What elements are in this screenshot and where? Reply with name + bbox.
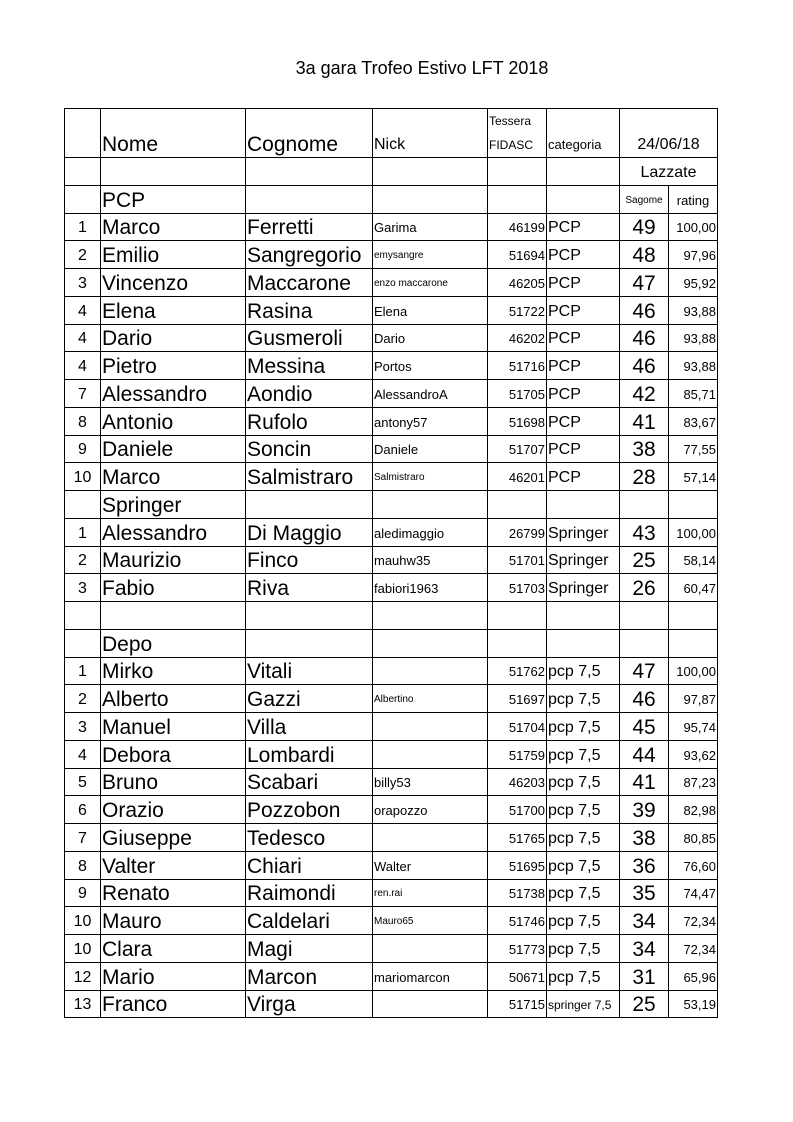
cognome-cell: Magi <box>246 935 373 963</box>
header-nome: Nome <box>101 109 246 158</box>
categoria-cell: PCP <box>547 269 620 297</box>
spacer-row <box>65 602 718 630</box>
table-row <box>65 546 718 574</box>
sagome-cell: 46 <box>620 685 669 713</box>
categoria-cell: PCP <box>547 352 620 380</box>
table-row <box>65 435 718 463</box>
nome-cell: Elena <box>101 296 246 324</box>
empty-cell <box>246 185 373 213</box>
position-cell: 2 <box>65 546 101 574</box>
empty-cell <box>246 491 373 519</box>
nome-cell: Marco <box>101 463 246 491</box>
empty-cell <box>488 491 547 519</box>
header-tessera-line1: Tessera <box>489 114 532 128</box>
rating-cell: 95,92 <box>669 269 718 297</box>
tessera-cell: 51715 <box>488 990 547 1018</box>
nome-cell: Antonio <box>101 407 246 435</box>
section-title: Depo <box>101 629 246 657</box>
categoria-cell: pcp 7,5 <box>547 935 620 963</box>
rating-cell: 82,98 <box>669 796 718 824</box>
tessera-cell: 51694 <box>488 241 547 269</box>
sagome-cell: 38 <box>620 435 669 463</box>
rating-cell: 65,96 <box>669 962 718 990</box>
rating-cell: 72,34 <box>669 907 718 935</box>
nick-cell: mauhw35 <box>373 546 488 574</box>
nick-cell: Salmistraro <box>373 463 488 491</box>
tessera-cell: 51722 <box>488 296 547 324</box>
nick-cell: emysangre <box>373 241 488 269</box>
table-row <box>65 990 718 1018</box>
position-cell: 8 <box>65 851 101 879</box>
rating-cell: 77,55 <box>669 435 718 463</box>
empty-cell <box>620 629 669 657</box>
table-row <box>65 657 718 685</box>
table-row <box>65 685 718 713</box>
header-tessera-line2: FIDASC <box>489 138 534 152</box>
cognome-cell: Salmistraro <box>246 463 373 491</box>
table-row <box>65 962 718 990</box>
empty-cell <box>547 629 620 657</box>
nick-cell: AlessandroA <box>373 380 488 408</box>
cognome-cell: Marcon <box>246 962 373 990</box>
categoria-cell: pcp 7,5 <box>547 740 620 768</box>
nome-cell: Alberto <box>101 685 246 713</box>
nome-cell: Alessandro <box>101 518 246 546</box>
table-row <box>65 518 718 546</box>
nick-cell <box>373 740 488 768</box>
sagome-cell: 28 <box>620 463 669 491</box>
nome-cell: Alessandro <box>101 380 246 408</box>
sagome-cell: 46 <box>620 352 669 380</box>
rating-cell: 93,88 <box>669 324 718 352</box>
table-row <box>65 851 718 879</box>
nick-cell: fabiori1963 <box>373 574 488 602</box>
section-title: PCP <box>101 185 246 213</box>
empty-cell <box>669 629 718 657</box>
nick-cell: mariomarcon <box>373 962 488 990</box>
cognome-cell: Gazzi <box>246 685 373 713</box>
rating-cell: 83,67 <box>669 407 718 435</box>
rating-cell: 85,71 <box>669 380 718 408</box>
rating-cell: 74,47 <box>669 879 718 907</box>
table-row <box>65 879 718 907</box>
sagome-cell: 46 <box>620 324 669 352</box>
sagome-cell: 34 <box>620 935 669 963</box>
table-row <box>65 269 718 297</box>
categoria-cell: PCP <box>547 296 620 324</box>
position-cell: 1 <box>65 518 101 546</box>
rating-cell: 76,60 <box>669 851 718 879</box>
cognome-cell: Ferretti <box>246 213 373 241</box>
cognome-cell: Caldelari <box>246 907 373 935</box>
cognome-cell: Di Maggio <box>246 518 373 546</box>
tessera-cell: 46201 <box>488 463 547 491</box>
table-row <box>65 824 718 852</box>
position-cell: 4 <box>65 296 101 324</box>
header-tessera <box>488 109 547 158</box>
nick-cell: Mauro65 <box>373 907 488 935</box>
categoria-cell: Springer <box>547 546 620 574</box>
position-cell: 3 <box>65 269 101 297</box>
empty-cell <box>547 185 620 213</box>
nick-cell: aledimaggio <box>373 518 488 546</box>
rating-cell: 97,87 <box>669 685 718 713</box>
cognome-cell: Raimondi <box>246 879 373 907</box>
table-row <box>65 768 718 796</box>
nome-cell: Emilio <box>101 241 246 269</box>
cognome-cell: Villa <box>246 713 373 741</box>
cognome-cell: Riva <box>246 574 373 602</box>
categoria-cell: PCP <box>547 435 620 463</box>
header-categoria: categoria <box>547 109 620 158</box>
position-cell: 10 <box>65 935 101 963</box>
cognome-cell: Maccarone <box>246 269 373 297</box>
table-row <box>65 213 718 241</box>
sagome-cell: 48 <box>620 241 669 269</box>
cognome-cell: Messina <box>246 352 373 380</box>
nick-cell <box>373 657 488 685</box>
tessera-cell: 51698 <box>488 407 547 435</box>
rating-cell: 100,00 <box>669 518 718 546</box>
rating-cell: 100,00 <box>669 213 718 241</box>
table-row <box>65 407 718 435</box>
cognome-cell: Aondio <box>246 380 373 408</box>
categoria-cell: PCP <box>547 241 620 269</box>
tessera-cell: 51773 <box>488 935 547 963</box>
tessera-cell: 51759 <box>488 740 547 768</box>
categoria-cell: pcp 7,5 <box>547 796 620 824</box>
nome-cell: Mario <box>101 962 246 990</box>
tessera-cell: 46199 <box>488 213 547 241</box>
empty-cell <box>547 602 620 630</box>
section-header-row <box>65 629 718 657</box>
rating-cell: 53,19 <box>669 990 718 1018</box>
table-row <box>65 241 718 269</box>
rating-cell: 80,85 <box>669 824 718 852</box>
tessera-cell: 46203 <box>488 768 547 796</box>
sagome-cell: 35 <box>620 879 669 907</box>
sagome-cell: 25 <box>620 990 669 1018</box>
section-title: Springer <box>101 491 246 519</box>
position-cell: 7 <box>65 380 101 408</box>
empty-cell <box>65 185 101 213</box>
categoria-cell: pcp 7,5 <box>547 657 620 685</box>
categoria-cell: pcp 7,5 <box>547 824 620 852</box>
table-row <box>65 324 718 352</box>
categoria-cell: Springer <box>547 518 620 546</box>
sagome-cell: 46 <box>620 296 669 324</box>
categoria-cell: pcp 7,5 <box>547 851 620 879</box>
rating-cell: 60,47 <box>669 574 718 602</box>
sagome-cell: 34 <box>620 907 669 935</box>
cognome-cell: Rufolo <box>246 407 373 435</box>
position-cell: 1 <box>65 213 101 241</box>
table-row <box>65 740 718 768</box>
sagome-cell: 43 <box>620 518 669 546</box>
rating-cell: 97,96 <box>669 241 718 269</box>
nome-cell: Mirko <box>101 657 246 685</box>
nick-cell: Daniele <box>373 435 488 463</box>
position-cell: 9 <box>65 435 101 463</box>
position-cell: 3 <box>65 713 101 741</box>
categoria-cell: PCP <box>547 213 620 241</box>
position-cell: 3 <box>65 574 101 602</box>
table-row <box>65 463 718 491</box>
tessera-cell: 51704 <box>488 713 547 741</box>
tessera-cell: 51695 <box>488 851 547 879</box>
empty-cell <box>547 158 620 186</box>
section-header-row <box>65 491 718 519</box>
empty-cell <box>488 602 547 630</box>
header-date: 24/06/18 <box>620 109 718 158</box>
sagome-cell: 42 <box>620 380 669 408</box>
empty-cell <box>669 491 718 519</box>
categoria-cell: PCP <box>547 324 620 352</box>
tessera-cell: 51716 <box>488 352 547 380</box>
nick-cell <box>373 990 488 1018</box>
table-row <box>65 907 718 935</box>
tessera-cell: 51765 <box>488 824 547 852</box>
tessera-cell: 50671 <box>488 962 547 990</box>
document-title: 3a gara Trofeo Estivo LFT 2018 <box>295 58 549 78</box>
empty-cell <box>373 491 488 519</box>
categoria-cell: PCP <box>547 380 620 408</box>
empty-cell <box>101 158 246 186</box>
empty-cell <box>246 602 373 630</box>
nome-cell: Manuel <box>101 713 246 741</box>
tessera-cell: 51707 <box>488 435 547 463</box>
categoria-cell: PCP <box>547 407 620 435</box>
position-cell: 4 <box>65 352 101 380</box>
nome-cell: Pietro <box>101 352 246 380</box>
nome-cell: Daniele <box>101 435 246 463</box>
nome-cell: Marco <box>101 213 246 241</box>
nick-cell <box>373 713 488 741</box>
empty-cell <box>65 602 101 630</box>
nick-cell: enzo maccarone <box>373 269 488 297</box>
cognome-cell: Pozzobon <box>246 796 373 824</box>
empty-cell <box>373 158 488 186</box>
tessera-cell: 51700 <box>488 796 547 824</box>
empty-cell <box>373 185 488 213</box>
header-nick: Nick <box>373 109 488 158</box>
position-cell: 7 <box>65 824 101 852</box>
empty-cell <box>65 491 101 519</box>
nick-cell: antony57 <box>373 407 488 435</box>
nome-cell: Franco <box>101 990 246 1018</box>
categoria-cell: pcp 7,5 <box>547 907 620 935</box>
header-location: Lazzate <box>620 158 718 186</box>
cognome-cell: Soncin <box>246 435 373 463</box>
nome-cell: Vincenzo <box>101 269 246 297</box>
cognome-cell: Rasina <box>246 296 373 324</box>
nick-cell <box>373 824 488 852</box>
sagome-cell: 47 <box>620 657 669 685</box>
sagome-cell: 41 <box>620 407 669 435</box>
categoria-cell: pcp 7,5 <box>547 713 620 741</box>
table-row <box>65 380 718 408</box>
nome-cell: Giuseppe <box>101 824 246 852</box>
table-row <box>65 296 718 324</box>
sagome-cell: 31 <box>620 962 669 990</box>
cognome-cell: Scabari <box>246 768 373 796</box>
nick-cell: billy53 <box>373 768 488 796</box>
categoria-cell: pcp 7,5 <box>547 685 620 713</box>
position-cell: 2 <box>65 241 101 269</box>
rating-cell: 93,88 <box>669 352 718 380</box>
empty-cell <box>620 491 669 519</box>
nome-cell: Debora <box>101 740 246 768</box>
header-rating: rating <box>669 185 718 213</box>
sagome-cell: 25 <box>620 546 669 574</box>
position-cell: 2 <box>65 685 101 713</box>
categoria-cell: PCP <box>547 463 620 491</box>
sagome-cell: 39 <box>620 796 669 824</box>
tessera-cell: 51762 <box>488 657 547 685</box>
nick-cell: Walter <box>373 851 488 879</box>
results-body <box>65 109 718 1018</box>
rating-cell: 100,00 <box>669 657 718 685</box>
nick-cell: Elena <box>373 296 488 324</box>
table-row <box>65 352 718 380</box>
nick-cell: Albertino <box>373 685 488 713</box>
empty-cell <box>669 602 718 630</box>
cognome-cell: Gusmeroli <box>246 324 373 352</box>
rating-cell: 93,88 <box>669 296 718 324</box>
position-cell: 1 <box>65 657 101 685</box>
nick-cell: Dario <box>373 324 488 352</box>
header-cognome: Cognome <box>246 109 373 158</box>
categoria-cell: pcp 7,5 <box>547 879 620 907</box>
position-cell: 4 <box>65 740 101 768</box>
tessera-cell: 46205 <box>488 269 547 297</box>
header-location-row <box>65 158 718 186</box>
nick-cell: Garima <box>373 213 488 241</box>
position-cell: 10 <box>65 907 101 935</box>
sagome-cell: 26 <box>620 574 669 602</box>
nome-cell: Bruno <box>101 768 246 796</box>
nome-cell: Dario <box>101 324 246 352</box>
position-cell: 10 <box>65 463 101 491</box>
empty-cell <box>65 629 101 657</box>
sagome-cell: 44 <box>620 740 669 768</box>
tessera-cell: 51697 <box>488 685 547 713</box>
categoria-cell: pcp 7,5 <box>547 768 620 796</box>
nick-cell <box>373 935 488 963</box>
header-pos-cell <box>65 109 101 158</box>
sagome-cell: 45 <box>620 713 669 741</box>
rating-cell: 93,62 <box>669 740 718 768</box>
tessera-cell: 51738 <box>488 879 547 907</box>
sagome-cell: 38 <box>620 824 669 852</box>
position-cell: 5 <box>65 768 101 796</box>
nick-cell: orapozzo <box>373 796 488 824</box>
empty-cell <box>246 158 373 186</box>
table-row <box>65 796 718 824</box>
cognome-cell: Finco <box>246 546 373 574</box>
tessera-cell: 51703 <box>488 574 547 602</box>
table-row <box>65 713 718 741</box>
nome-cell: Renato <box>101 879 246 907</box>
categoria-cell: springer 7,5 <box>547 990 620 1018</box>
table-row <box>65 935 718 963</box>
sagome-cell: 49 <box>620 213 669 241</box>
empty-cell <box>488 158 547 186</box>
position-cell: 12 <box>65 962 101 990</box>
empty-cell <box>246 629 373 657</box>
cognome-cell: Lombardi <box>246 740 373 768</box>
nome-cell: Valter <box>101 851 246 879</box>
tessera-cell: 51746 <box>488 907 547 935</box>
empty-cell <box>373 629 488 657</box>
header-row <box>65 109 718 158</box>
rating-cell: 72,34 <box>669 935 718 963</box>
empty-cell <box>373 602 488 630</box>
cognome-cell: Vitali <box>246 657 373 685</box>
header-sagome: Sagome <box>620 185 669 213</box>
categoria-cell: pcp 7,5 <box>547 962 620 990</box>
position-cell: 13 <box>65 990 101 1018</box>
empty-cell <box>547 491 620 519</box>
sagome-cell: 41 <box>620 768 669 796</box>
position-cell: 9 <box>65 879 101 907</box>
nome-cell: Fabio <box>101 574 246 602</box>
rating-cell: 95,74 <box>669 713 718 741</box>
position-cell: 8 <box>65 407 101 435</box>
nome-cell: Clara <box>101 935 246 963</box>
sagome-cell: 36 <box>620 851 669 879</box>
nick-cell: Portos <box>373 352 488 380</box>
rating-cell: 57,14 <box>669 463 718 491</box>
rating-cell: 58,14 <box>669 546 718 574</box>
empty-cell <box>488 629 547 657</box>
tessera-cell: 51705 <box>488 380 547 408</box>
empty-cell <box>65 158 101 186</box>
nome-cell: Orazio <box>101 796 246 824</box>
tessera-cell: 26799 <box>488 518 547 546</box>
results-table <box>64 108 718 1018</box>
cognome-cell: Sangregorio <box>246 241 373 269</box>
section-header-row <box>65 185 718 213</box>
nome-cell: Mauro <box>101 907 246 935</box>
tessera-cell: 46202 <box>488 324 547 352</box>
position-cell: 4 <box>65 324 101 352</box>
empty-cell <box>488 185 547 213</box>
empty-cell <box>101 602 246 630</box>
tessera-cell: 51701 <box>488 546 547 574</box>
cognome-cell: Virga <box>246 990 373 1018</box>
cognome-cell: Tedesco <box>246 824 373 852</box>
categoria-cell: Springer <box>547 574 620 602</box>
nome-cell: Maurizio <box>101 546 246 574</box>
nick-cell: ren.rai <box>373 879 488 907</box>
table-row <box>65 574 718 602</box>
rating-cell: 87,23 <box>669 768 718 796</box>
position-cell: 6 <box>65 796 101 824</box>
sagome-cell: 47 <box>620 269 669 297</box>
cognome-cell: Chiari <box>246 851 373 879</box>
empty-cell <box>620 602 669 630</box>
